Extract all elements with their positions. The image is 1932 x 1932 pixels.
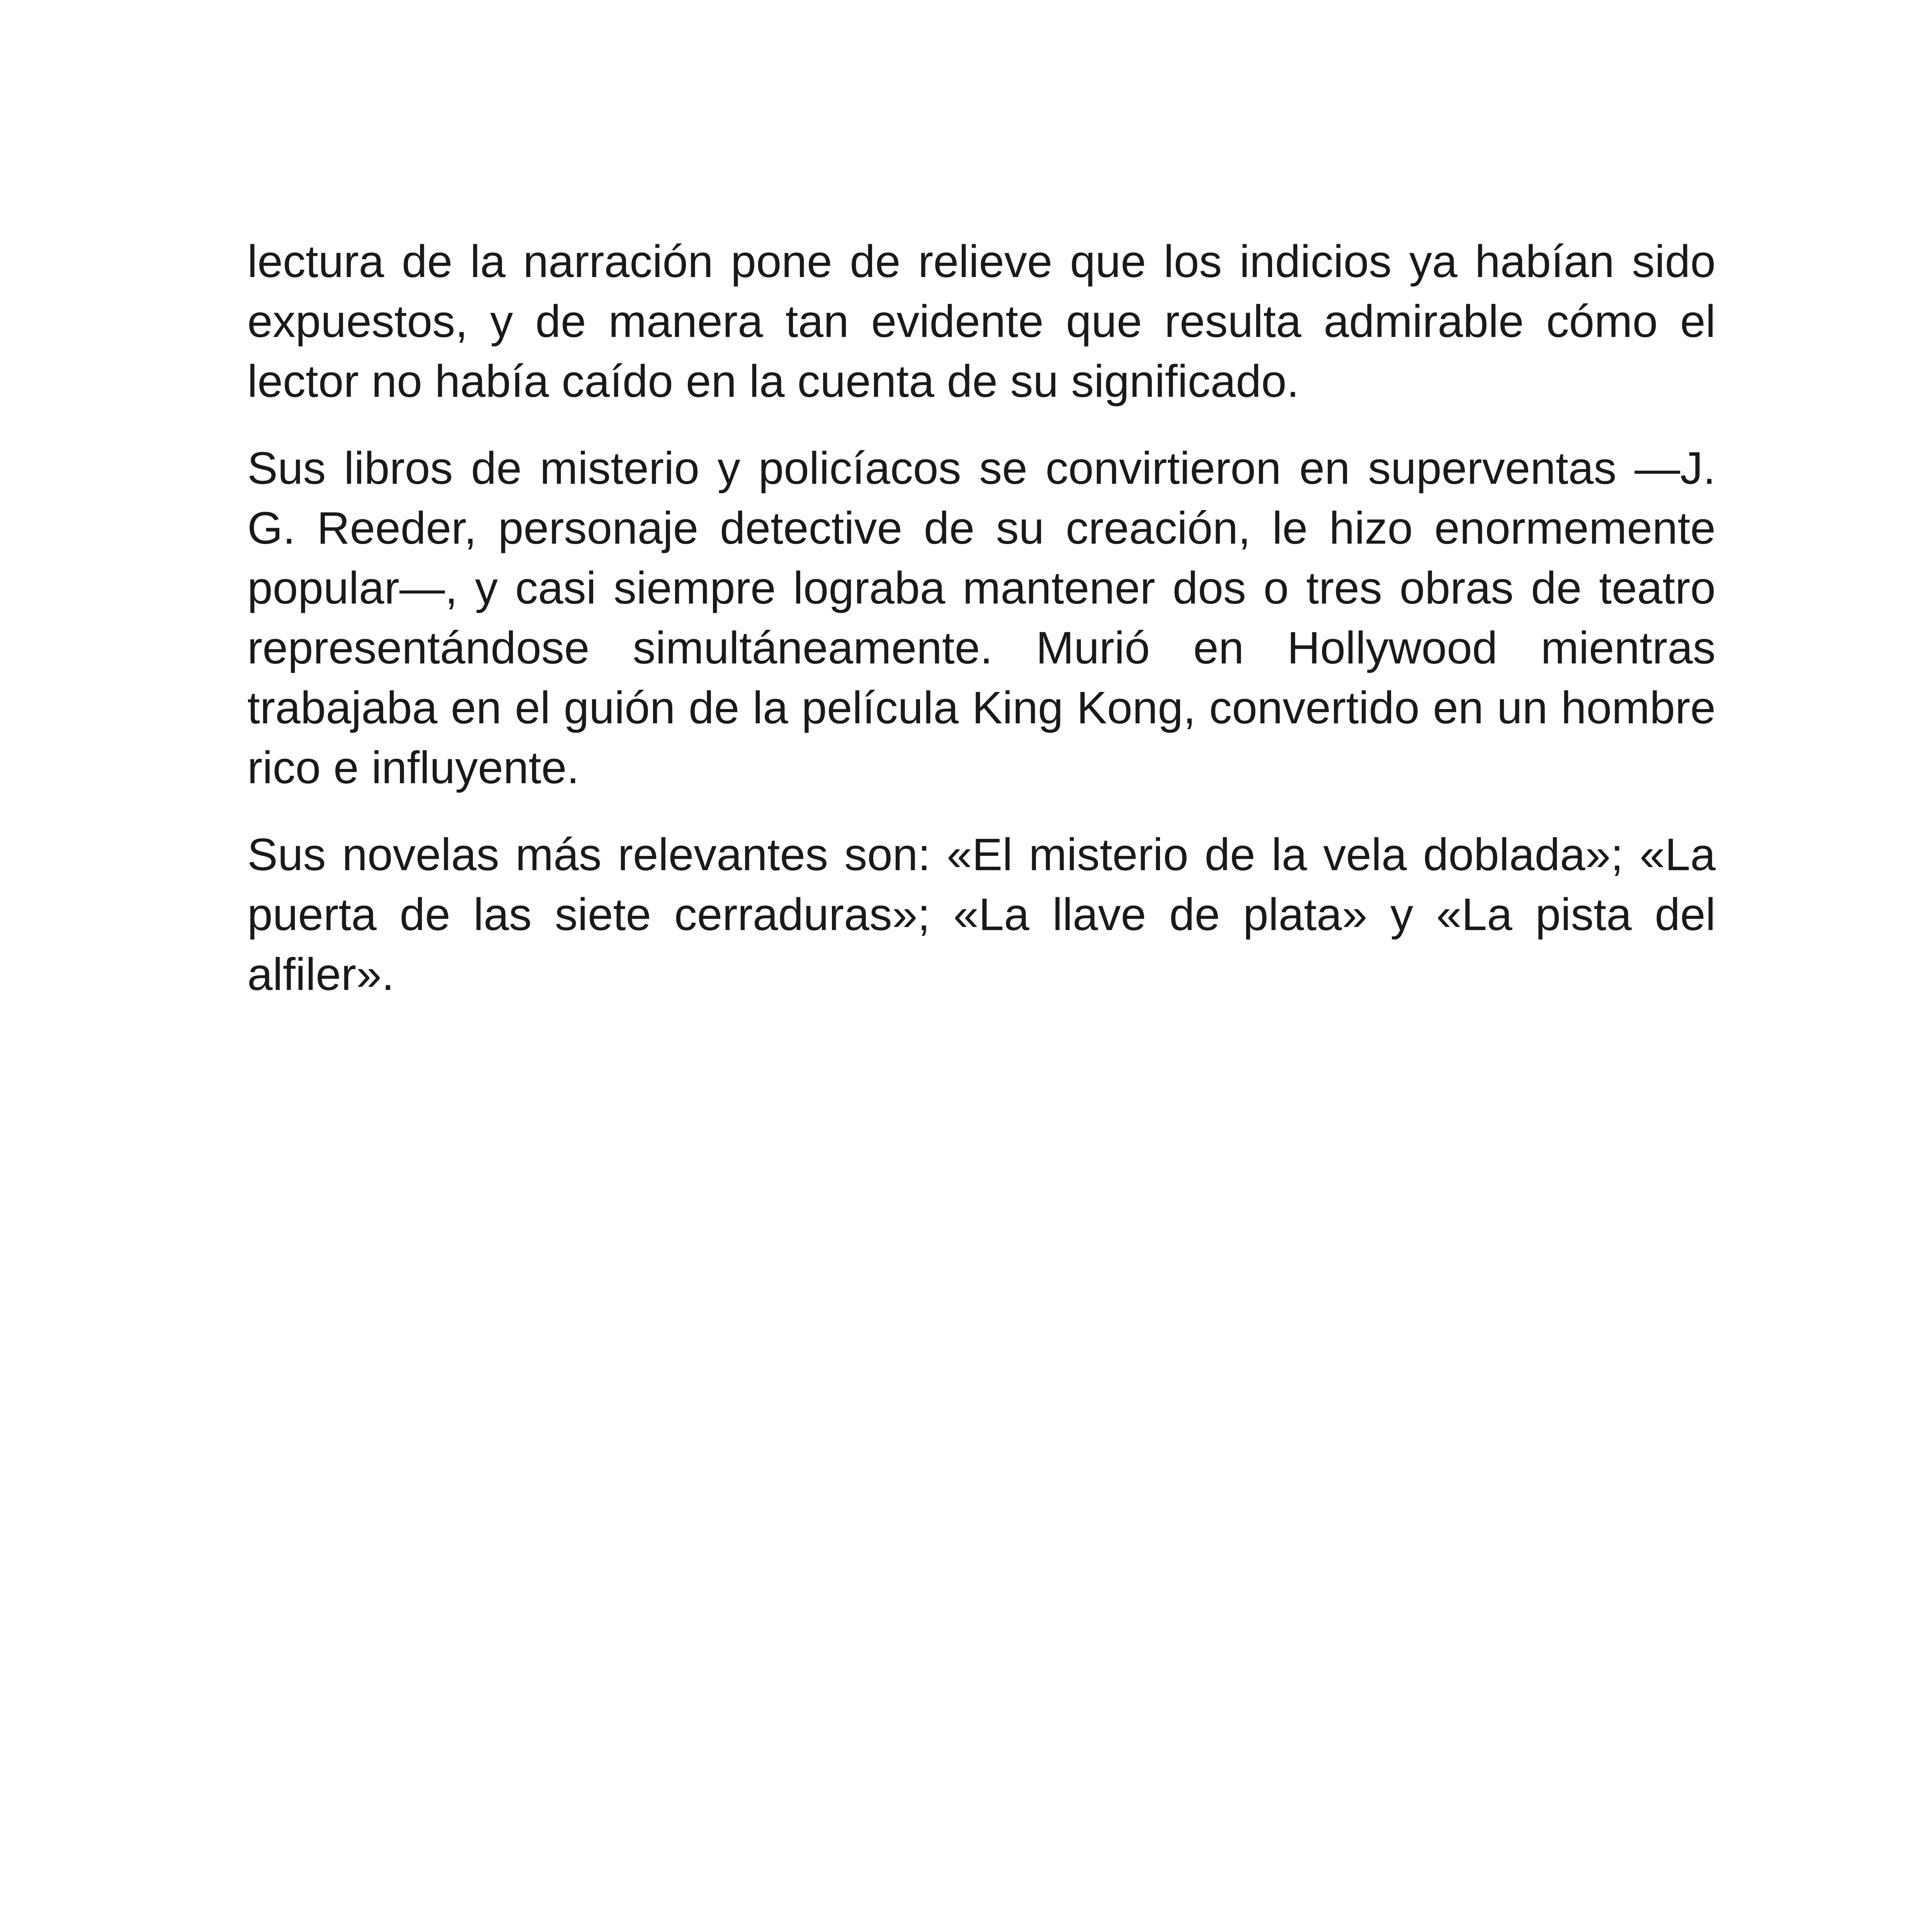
text-body [247, 232, 1716, 1032]
paragraph-bestsellers: Sus libros de misterio y policíacos se convirtieron en superventas —J. G. Reeder, personaje detective de su creación, le hizo enormemente popular—, y casi siempre lograba mantener dos o tres obras de teatro representándose simultáneamente. Murió en Hollywood mientras trabajaba en el guión de la película King Kong, convertido en un hombre rico e influyente. [247, 443, 1716, 793]
paragraph-clues: lectura de la narración pone de relieve que los indicios ya habían sido expuestos, y de manera tan evidente que resulta admirable cómo el lector no había caído en la cuenta de su significado. [247, 236, 1716, 407]
paragraph-novels: Sus novelas más relevantes son: «El misterio de la vela doblada»; «La puerta de las siete cerraduras»; «La llave de plata» y «La pista del alfiler». [247, 829, 1716, 1000]
